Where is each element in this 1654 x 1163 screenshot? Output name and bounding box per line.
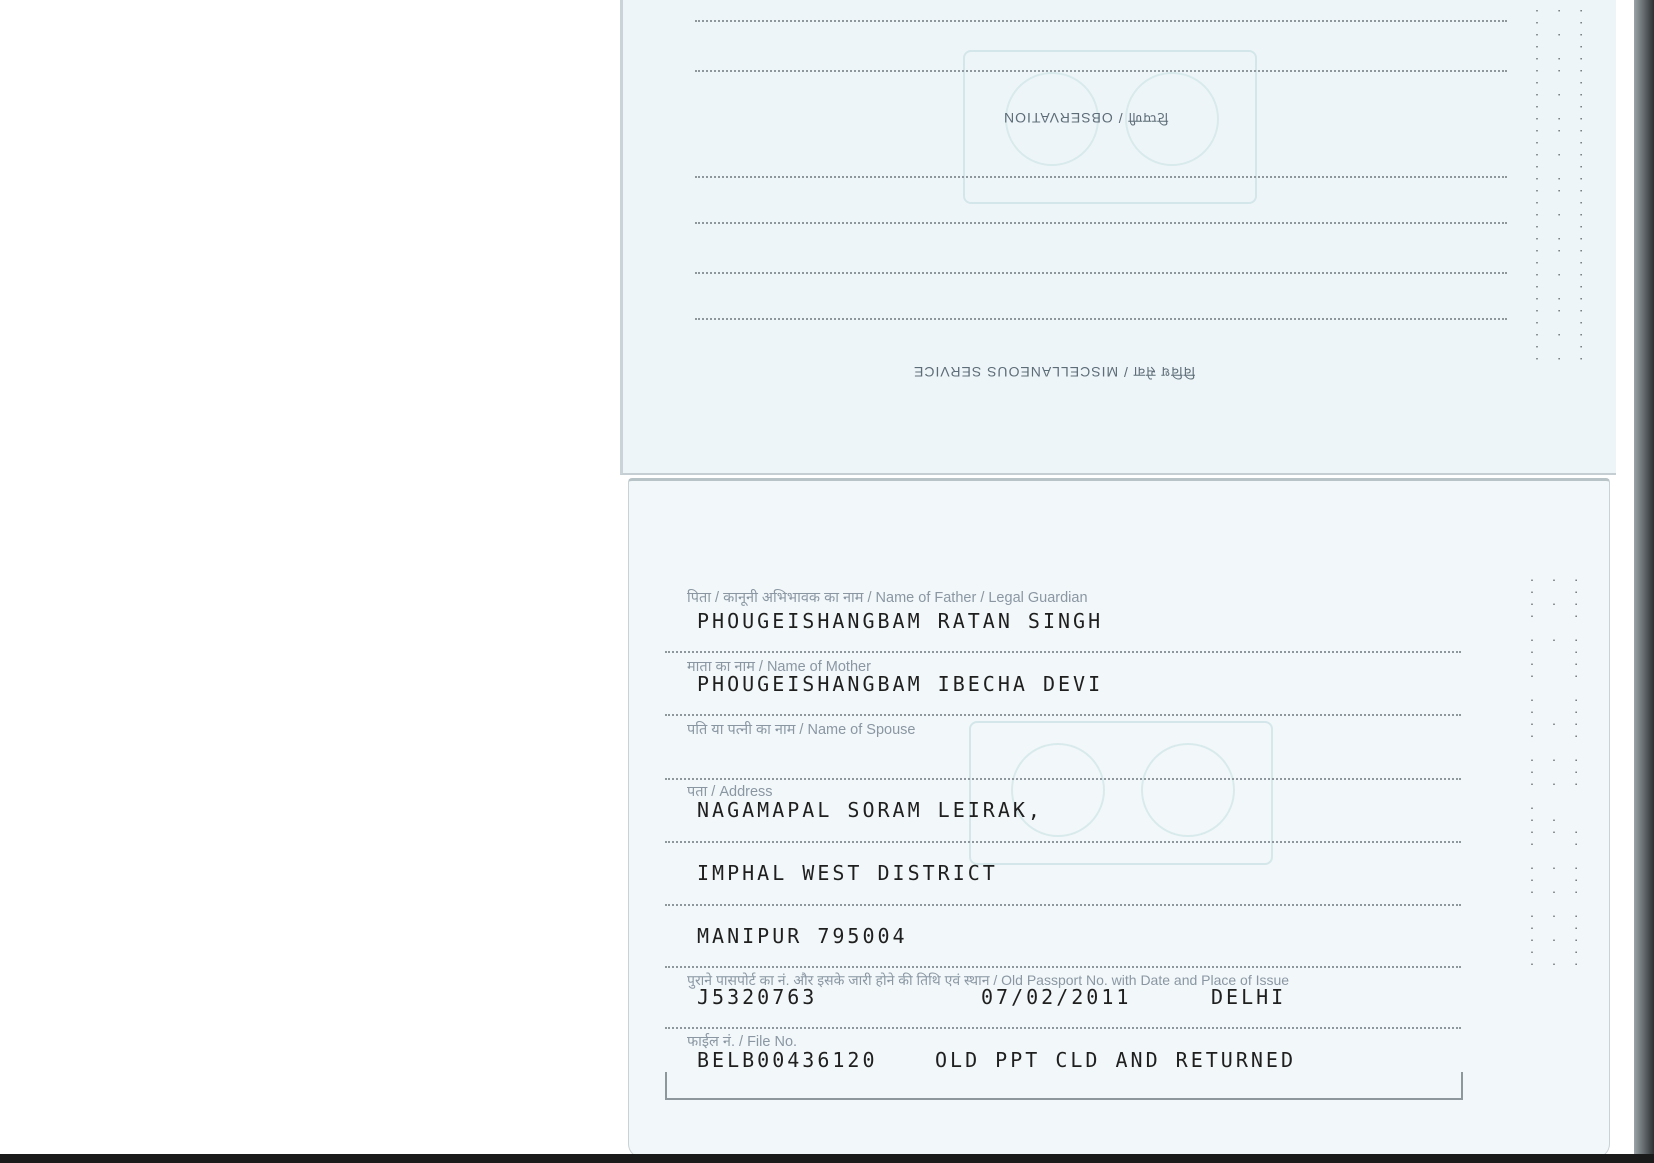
mother-name-label: माता का नाम / Name of Mother (687, 659, 871, 675)
father-name-label: पिता / कानूनी अभिभावक का नाम / Name of Father / Legal Guardian (687, 590, 1088, 606)
state-emblem-watermark (969, 721, 1273, 865)
old-passport-date: 07/02/2011 (981, 985, 1132, 1009)
miscellaneous-observation-page (620, 0, 1616, 475)
personal-particulars-page (628, 478, 1610, 1158)
address-label: पता / Address (687, 784, 773, 800)
file-number-value: BELB00436120 (697, 1048, 878, 1072)
address-line-3: MANIPUR 795004 (697, 924, 908, 948)
scan-bottom-edge (0, 1154, 1654, 1163)
address-line-1: NAGAMAPAL SORAM LEIRAK, (697, 798, 1043, 822)
page-edge-shadow (1634, 0, 1654, 1154)
father-name-value: PHOUGEISHANGBAM RATAN SINGH (697, 609, 1104, 633)
file-number-box (665, 1072, 1463, 1100)
old-passport-label: पुराने पासपोर्ट का नं. और इसके जारी होने की तिथि एवं स्थान / Old Passport No. with Date and Place of Issue (687, 972, 1290, 988)
address-line-2: IMPHAL WEST DISTRICT (697, 861, 998, 885)
observation-heading: टिप्पणी / OBSERVATION (1003, 110, 1169, 126)
spouse-name-label: पति या पत्नी का नाम / Name of Spouse (687, 722, 916, 738)
old-passport-place: DELHI (1211, 985, 1287, 1009)
misc-service-heading: विविध सेवा / MISCELLANEOUS SERVICE (913, 364, 1195, 380)
file-remark: OLD PPT CLD AND RETURNED (935, 1048, 1296, 1072)
state-emblem-watermark (963, 50, 1257, 204)
perforated-passport-number: . . . . . . . . . . . . . . . . . . . . . . . . . . . . . . . . . . . . . . . . . . . . . . . . . . . . . . . . . . . . . . . . . . . . . . . . . . . . . . (1529, 7, 1585, 366)
file-number-label: फाईल नं. / File No. (687, 1034, 798, 1050)
mother-name-value: PHOUGEISHANGBAM IBECHA DEVI (697, 672, 1104, 696)
old-passport-number: J5320763 (697, 985, 818, 1009)
perforated-passport-number: . . . . . . . . . . . . . . . . . . . . . . . . . . . . . . . . . . . . . . . . . . . . . . . . . . . . . . . . . . . . . . . . . (1529, 573, 1585, 968)
